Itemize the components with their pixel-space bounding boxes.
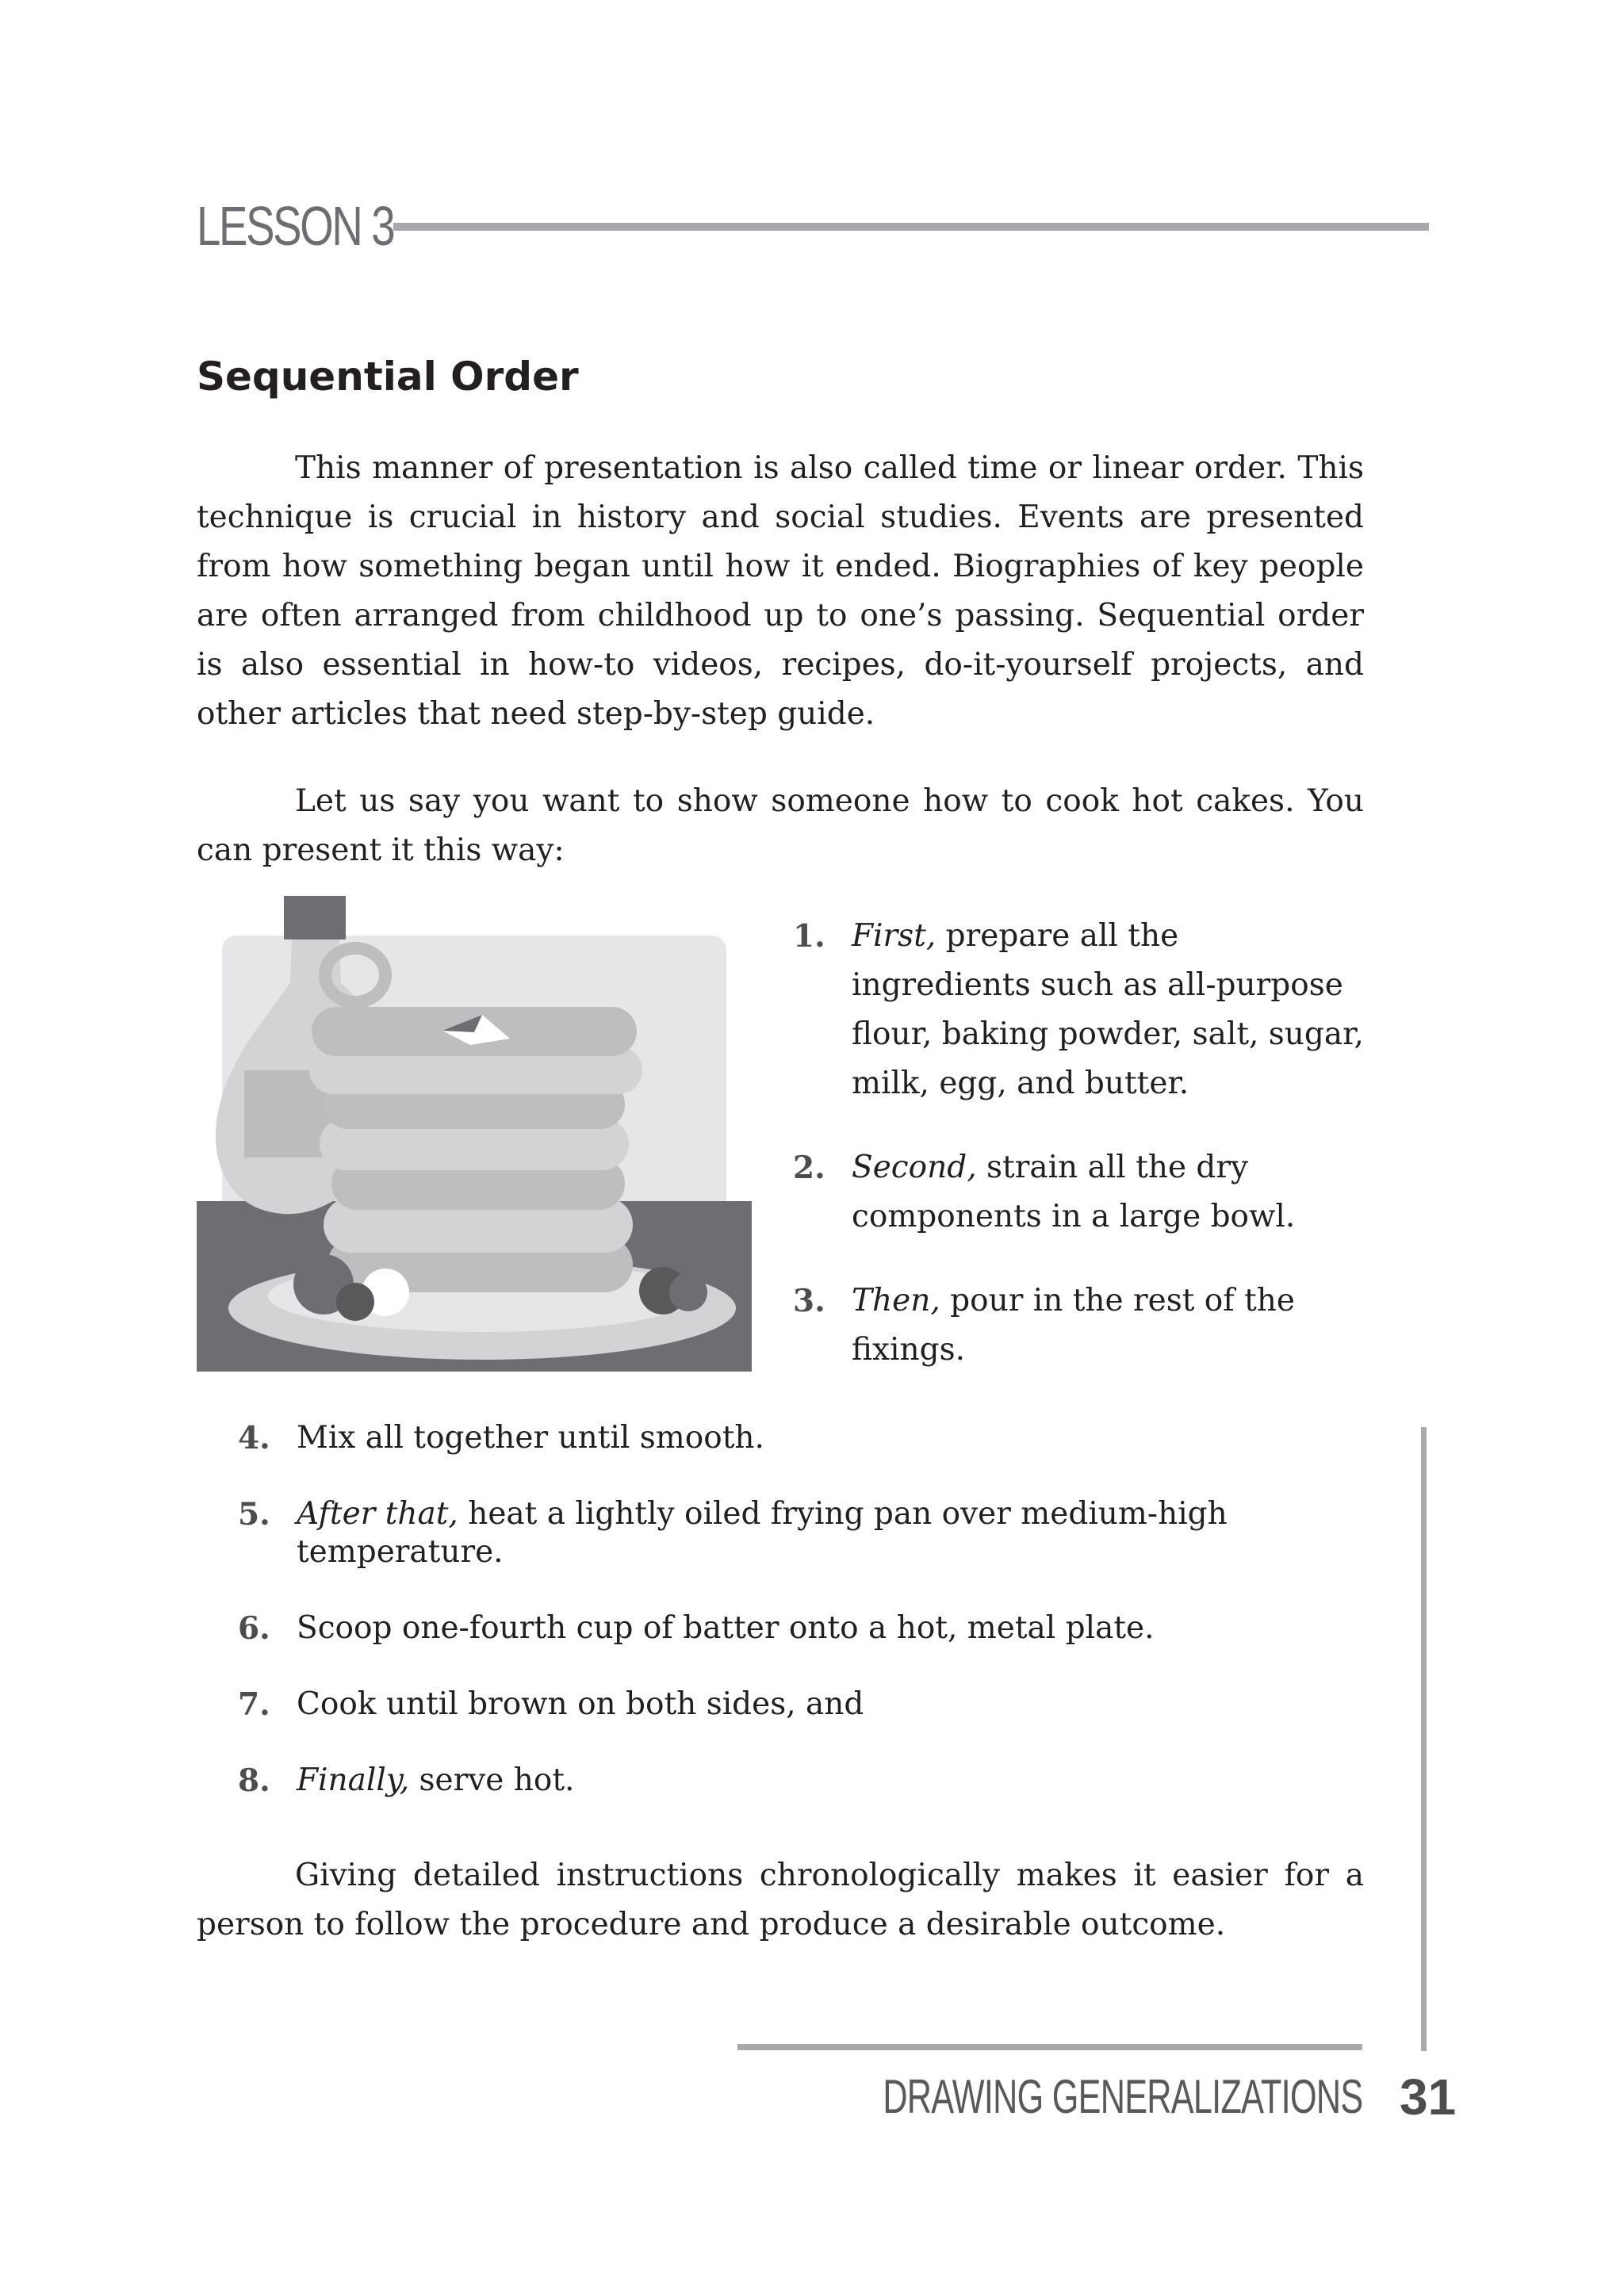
side-rule [1421,1427,1427,2051]
step-number: 3. [793,1283,825,1319]
step-number: 7. [238,1686,270,1723]
step-text: Cook until brown on both sides, and [297,1686,864,1722]
step-lead: Second, [852,1150,977,1185]
intro-paragraph: This manner of presentation is also called time or linear order. This technique is crucial in history and social studies. Events are presented from how something began until how it ended. Biographies of key people are often arranged from childhood up to one’s passing. Sequential order is also essential in how-to videos, recipes, do-it-yourself projects, and other articles that need step-by-step guide. [197,450,1364,732]
berry-right-small [669,1273,707,1311]
step-lead: Finally, [297,1762,410,1798]
step-text: serve hot. [409,1762,575,1798]
pancake-illustration [197,896,752,1372]
page-number: 31 [1400,2068,1457,2126]
footer-rule [737,2044,1362,2050]
step-number: 2. [793,1150,825,1186]
list-item [238,1419,1269,1457]
step-text: pour in the rest of the fixings. [852,1283,1295,1368]
section-heading: Sequential Order [197,354,579,400]
step-text: heat a lightly oiled frying pan over medium-high temperature. [297,1496,1228,1570]
list-item [793,912,1364,1108]
syrup-bottle-cap [284,896,346,939]
step-text: strain all the dry components in a large bowl. [852,1150,1296,1234]
conclusion-paragraph: Giving detailed instructions chronologically makes it easier for a person to follow the procedure and produce a desirable outcome. [197,1858,1364,1942]
intro-block [197,444,1364,739]
step-lead: First, [852,918,936,954]
header-rule [393,223,1429,231]
berry-small [336,1283,374,1321]
list-item [238,1686,1269,1724]
steps-list-right [793,912,1364,1375]
list-item [238,1609,1269,1647]
step-number: 8. [238,1762,270,1799]
conclusion-block [197,1851,1364,1950]
list-item [793,1143,1364,1242]
list-item [238,1762,1269,1800]
pancake-stack [309,1007,642,1292]
lead-in-paragraph: Let us say you want to show someone how to cook hot cakes. You can present it this way: [197,783,1364,868]
list-item [793,1276,1364,1375]
step-text: prepare all the ingredients such as all-purpose flour, baking powder, salt, sugar, milk, egg, and butter. [852,918,1364,1101]
step-lead: After that, [297,1496,458,1532]
lead-in-block [197,777,1364,875]
footer-title: DRAWING GENERALIZATIONS [882,2070,1362,2123]
list-item [238,1495,1269,1571]
lesson-label: LESSON 3 [197,195,394,257]
step-lead: Then, [852,1283,940,1318]
step-number: 1. [793,918,825,955]
step-text: Mix all together until smooth. [297,1420,764,1456]
step-number: 6. [238,1610,270,1647]
step-number: 5. [238,1496,270,1533]
step-text: Scoop one-fourth cup of batter onto a hot, metal plate. [297,1610,1155,1646]
steps-list-lower [238,1419,1269,1800]
step-number: 4. [238,1420,270,1456]
